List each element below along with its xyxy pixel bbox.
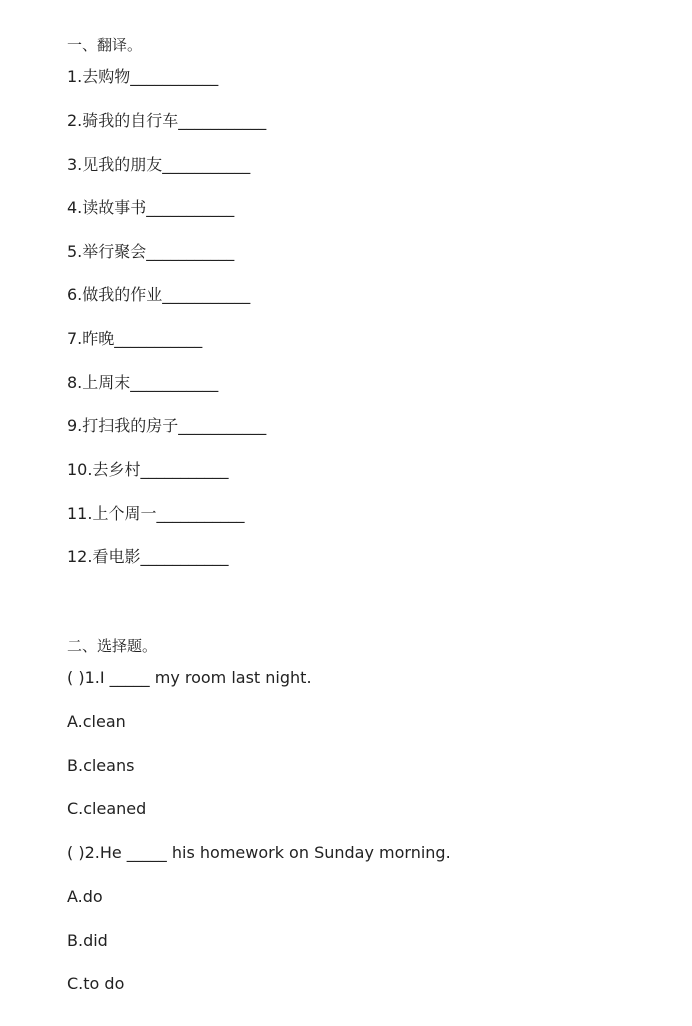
question-2-option-a: A.do bbox=[67, 887, 103, 906]
translation-item-8: 8.上周末___________ bbox=[67, 373, 219, 392]
section2-heading: 二、选择题。 bbox=[67, 637, 158, 655]
translation-item-5: 5.举行聚会___________ bbox=[67, 242, 235, 261]
translation-item-3: 3.见我的朋友___________ bbox=[67, 155, 251, 174]
translation-item-9: 9.打扫我的房子___________ bbox=[67, 416, 267, 435]
translation-item-12: 12.看电影___________ bbox=[67, 547, 229, 566]
question-2-stem: ( )2.He _____ his homework on Sunday morning. bbox=[67, 843, 451, 862]
section1-heading: 一、翻译。 bbox=[67, 36, 143, 54]
translation-item-6: 6.做我的作业___________ bbox=[67, 285, 251, 304]
question-2-option-b: B.did bbox=[67, 931, 108, 950]
translation-item-11: 11.上个周一___________ bbox=[67, 504, 245, 523]
translation-item-1: 1.去购物___________ bbox=[67, 67, 219, 86]
translation-item-7: 7.昨晚___________ bbox=[67, 329, 203, 348]
question-1-stem: ( )1.I _____ my room last night. bbox=[67, 668, 312, 687]
translation-item-4: 4.读故事书___________ bbox=[67, 198, 235, 217]
question-1-option-c: C.cleaned bbox=[67, 799, 147, 818]
translation-item-10: 10.去乡村___________ bbox=[67, 460, 229, 479]
question-2-option-c: C.to do bbox=[67, 974, 125, 993]
question-1-option-b: B.cleans bbox=[67, 756, 135, 775]
question-1-option-a: A.clean bbox=[67, 712, 126, 731]
translation-item-2: 2.骑我的自行车___________ bbox=[67, 111, 267, 130]
